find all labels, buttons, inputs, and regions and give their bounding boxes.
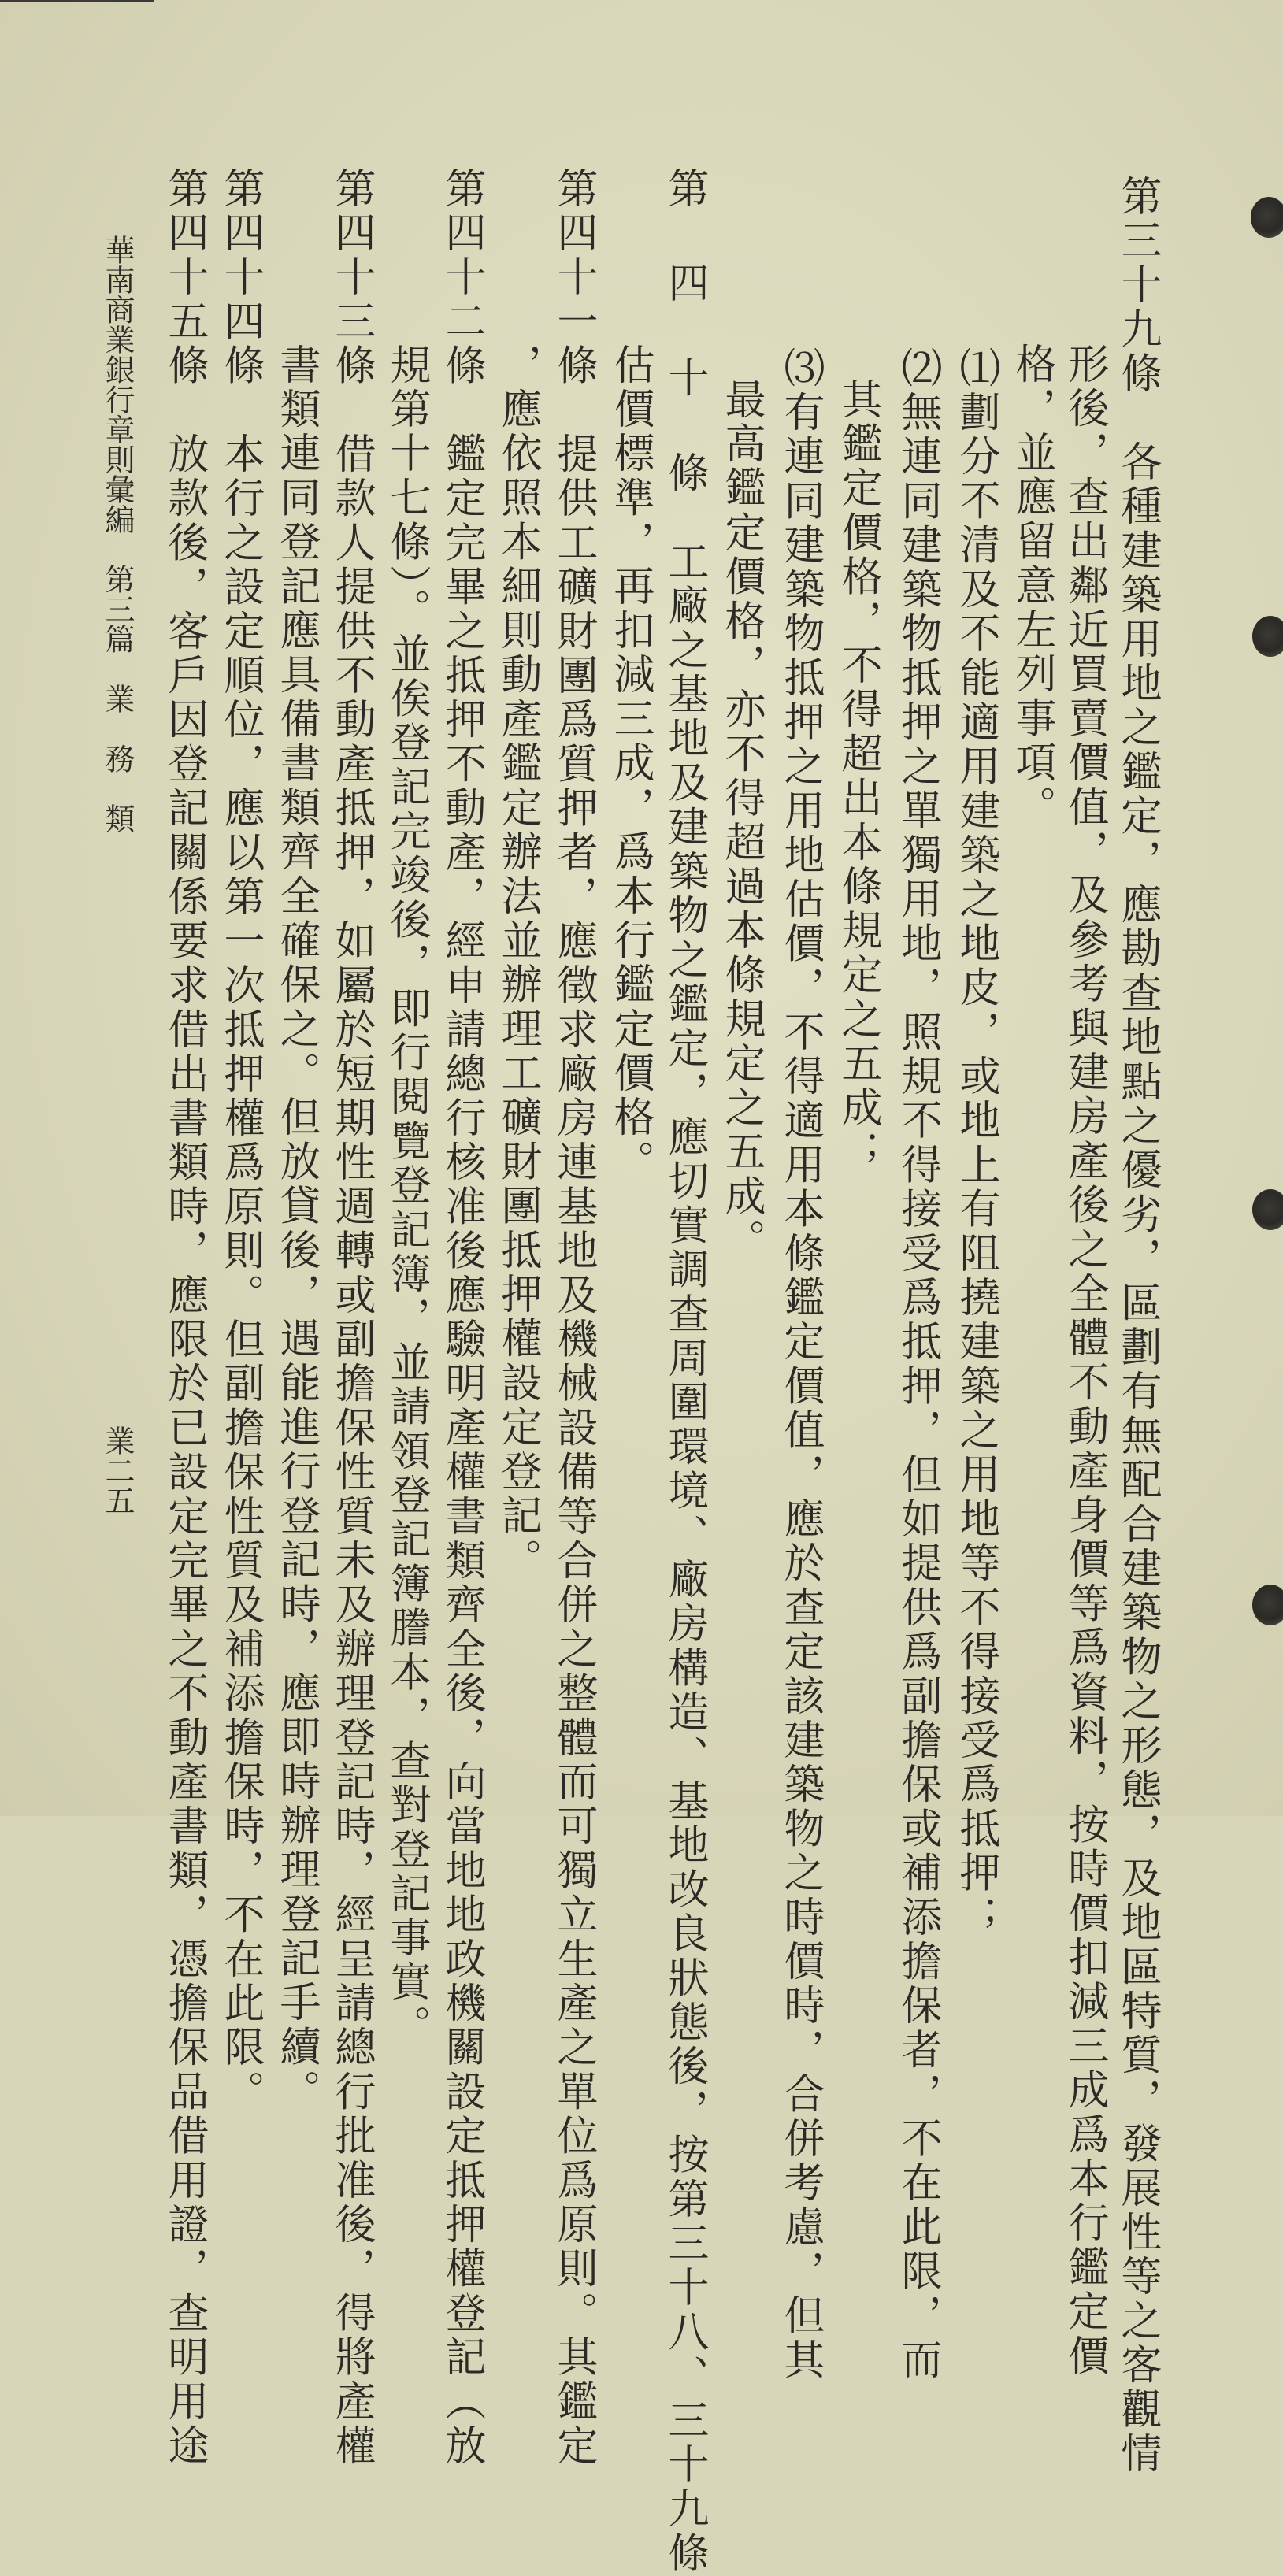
binding-hole: [1252, 1585, 1283, 1625]
text-column: ⑵無連同建築物抵押之單獨用地，照規不得接受爲抵押，但如提供爲副擔保或補添擔保者，不在此限，而: [894, 347, 941, 2383]
text-column: 格，並應留意左列事項。: [1008, 343, 1055, 830]
text-column: 第四十一條 提供工礦財團爲質押者，應徵求廠房連基地及機械設備等合併之整體而可獨立生產之單位爲原則。其鑑定: [550, 167, 597, 2469]
text-column: 第 四 十 條 工廠之基地及建築物之鑑定，應切實調查周圍環境、廠房構造、基地改良狀態後，按第三十八、三十九條: [661, 167, 708, 2576]
text-column: ，應依照本細則動產鑑定辦法並辦理工礦財團抵押權設定登記。: [494, 343, 541, 1583]
text-column: 最高鑑定價格，亦不得超過本條規定之五成。: [718, 378, 765, 1263]
text-column: 第四十五條 放款後，客戶因登記關係要求借出書類時，應限於已設定完畢之不動產書類，憑擔保品借用證，查明用途: [161, 167, 208, 2469]
text-column: 估價標準，再扣減三成，爲本行鑑定價格。: [606, 343, 654, 1184]
binding-hole: [1252, 616, 1283, 657]
text-column: 書類連同登記應具備書類齊全確保之。但放貸後，遇能進行登記時，應即時辦理登記手續。: [273, 343, 320, 2114]
text-column: 其鑑定價格，不得超出本條規定之五成；: [834, 378, 881, 1175]
text-column: 第四十二條 鑑定完畢之抵押不動產，經申請總行核准後應驗明產權書類齊全後，向當地地政機關設定抵押權登記（放: [438, 167, 485, 2469]
text-column: 規第十七條）。並俟登記完竣後，即行閱覽登記簿，並請領登記簿謄本，查對登記事實。: [383, 343, 430, 2049]
binding-hole: [1251, 197, 1283, 238]
page-number: 業二五: [100, 1425, 135, 1515]
book-title: 華南商業銀行章則彙編 第三篇 業 務 類: [100, 235, 135, 833]
text-column: 形後，查出鄰近買賣價值，及參考與建房產後之全體不動產身價等爲資料，按時價扣減三成爲本行鑑定價: [1061, 343, 1108, 2379]
text-column: 第四十三條 借款人提供不動產抵押，如屬於短期性週轉或副擔保性質未及辦理登記時，經呈請總行批准後，得將產權: [328, 167, 375, 2469]
scan-corner-mark: [0, 0, 154, 2]
binding-hole: [1252, 1189, 1283, 1230]
text-column: 第四十四條 本行之設定順位，應以第一次抵押權爲原則。但副擔保性質及補添擔保時，不在此限。: [217, 167, 264, 2115]
text-column: ⑶有連同建築物抵押之用地估價，不得適用本條鑑定價值，應於查定該建築物之時價時，合併考慮，但其: [777, 347, 824, 2383]
text-column: 第三十九條 各種建築用地之鑑定，應勘查地點之優劣，區劃有無配合建築物之形態，及地區特質，發展性等之客觀情: [1114, 175, 1161, 2477]
text-column: ⑴劃分不清及不能適用建築之地皮，或地上有阻撓建築之用地等不得接受爲抵押；: [952, 347, 999, 1940]
